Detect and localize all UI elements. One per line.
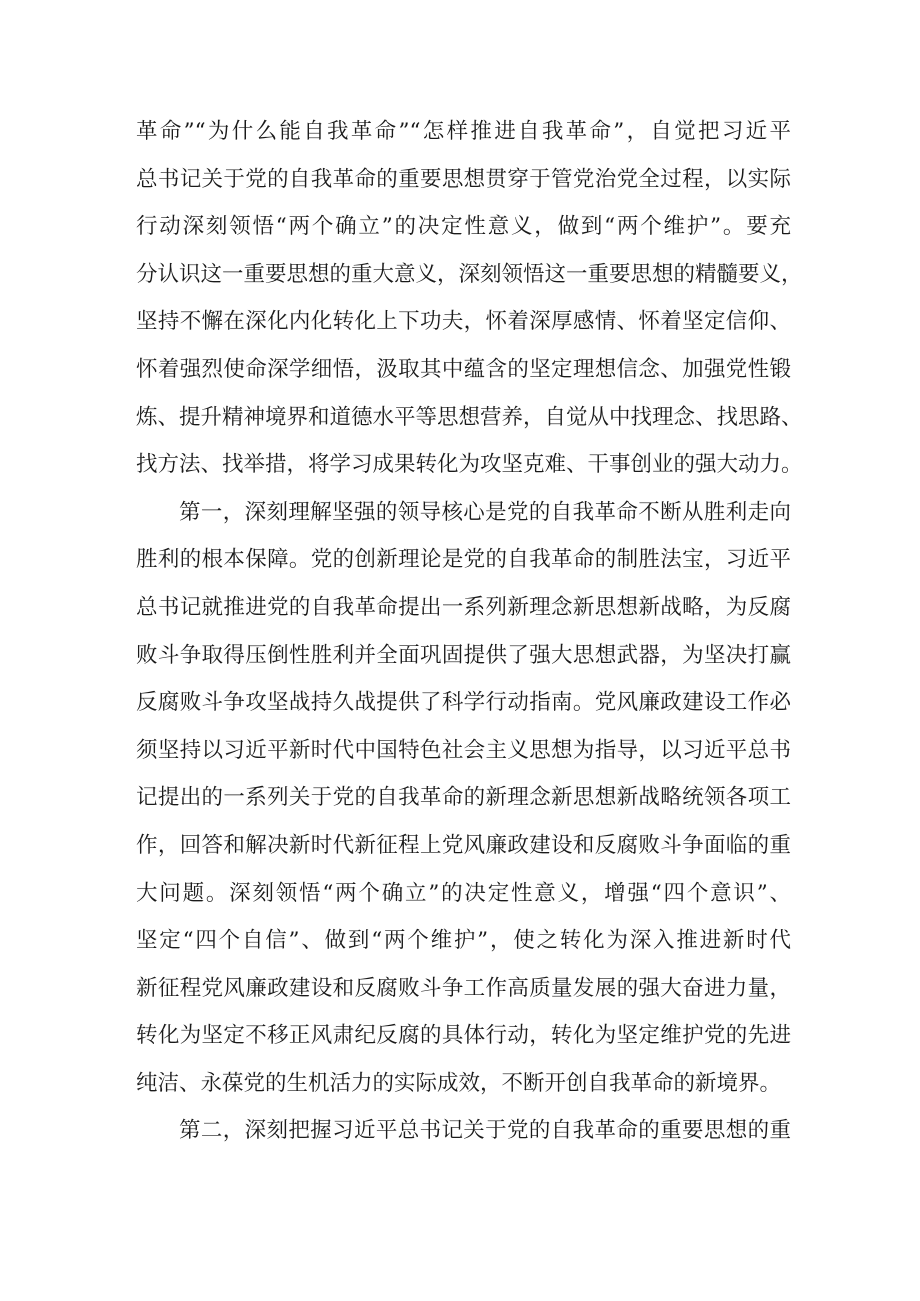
- text-line: 坚持不懈在深化内化转化上下功夫，怀着深厚感情、怀着坚定信仰、: [136, 309, 791, 335]
- text-line: 第一，深刻理解坚强的领导核心是党的自我革命不断从胜利走向: [179, 499, 791, 525]
- text-line: 革命”“为什么能自我革命”“怎样推进自我革命”，自觉把习近平: [136, 119, 791, 144]
- text-line: 纯洁、永葆党的生机活力的实际成效，不断开创自我革命的新境界。: [136, 1070, 782, 1096]
- text-line: 转化为坚定不移正风肃纪反腐的具体行动，转化为坚定维护党的先进: [136, 1023, 791, 1049]
- text-line: 怀着强烈使命深学细悟，汲取其中蕴含的坚定理想信念、加强党性锻: [136, 356, 791, 382]
- text-line: 总书记就推进党的自我革命提出一系列新理念新思想新战略，为反腐: [136, 594, 791, 620]
- text-line: 新征程党风廉政建设和反腐败斗争工作高质量发展的强大奋进力量，: [136, 975, 791, 1001]
- text-line: 作，回答和解决新时代新征程上党风廉政建设和反腐败斗争面临的重: [136, 832, 791, 858]
- text-line: 须坚持以习近平新时代中国特色社会主义思想为指导，以习近平总书: [136, 737, 791, 763]
- paragraph-point-two: [136, 1107, 791, 1155]
- text-line: 胜利的根本保障。党的创新理论是党的自我革命的制胜法宝，习近平: [136, 547, 791, 573]
- text-line: 第二，深刻把握习近平总书记关于党的自我革命的重要思想的重: [179, 1118, 791, 1144]
- text-line: 记提出的一系列关于党的自我革命的新理念新思想新战略统领各项工: [136, 785, 791, 811]
- text-line: 坚定“四个自信”、做到“两个维护”，使之转化为深入推进新时代: [136, 928, 791, 954]
- text-line: 大问题。深刻领悟“两个确立”的决定性意义，增强“四个意识”、: [136, 880, 791, 906]
- text-line: 反腐败斗争攻坚战持久战提供了科学行动指南。党风廉政建设工作必: [136, 690, 791, 716]
- paragraph-intro-continuation: [136, 108, 803, 489]
- text-line: 找方法、找举措，将学习成果转化为攻坚克难、干事创业的强大动力。: [136, 452, 803, 478]
- document-body: [136, 108, 803, 1155]
- text-line: 炼、提升精神境界和道德水平等思想营养，自觉从中找理念、找思路、: [136, 404, 803, 430]
- paragraph-point-one: [136, 489, 791, 1108]
- text-line: 总书记关于党的自我革命的重要思想贯穿于管党治党全过程，以实际: [136, 166, 791, 192]
- text-line: 行动深刻领悟“两个确立”的决定性意义，做到“两个维护”。要充: [136, 214, 791, 240]
- text-line: 败斗争取得压倒性胜利并全面巩固提供了强大思想武器，为坚决打赢: [136, 642, 791, 668]
- text-line: 分认识这一重要思想的重大意义，深刻领悟这一重要思想的精髓要义，: [136, 261, 803, 287]
